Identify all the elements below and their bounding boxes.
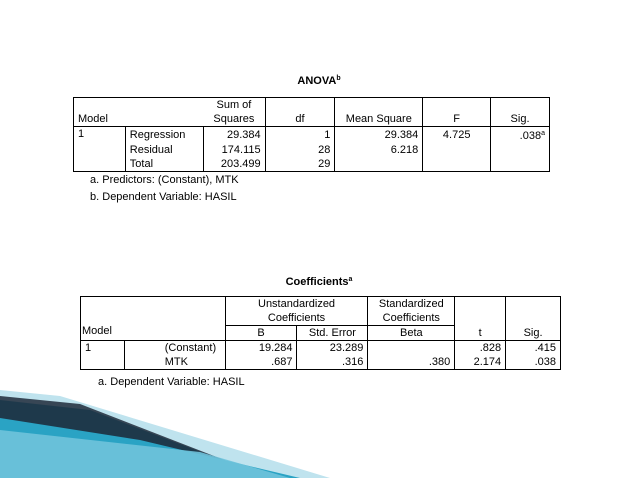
cell-f [423, 157, 491, 172]
cell-df: 1 [265, 127, 335, 144]
table-row [81, 355, 561, 370]
cell-ms: 6.218 [335, 143, 423, 157]
cell-ms: 29.384 [335, 127, 423, 144]
table-row [74, 157, 550, 172]
cell-std-error: .316 [297, 355, 368, 370]
row-label: Regression [125, 127, 203, 144]
ribbon-teal-overlay [0, 418, 300, 478]
cell-sig: .038$^a$ [491, 127, 550, 144]
table-row [74, 143, 550, 157]
cell-ss: 174.115 [203, 143, 265, 157]
coefficients-footnote-a: a. Dependent Variable: HASIL [98, 376, 245, 388]
ribbon-pale-edge [0, 430, 290, 478]
anova-header-ms: Mean Square [335, 98, 423, 127]
cell-b: 19.284 [225, 341, 297, 356]
ribbon-light-stripe [0, 390, 330, 478]
cell-f [423, 143, 491, 157]
anova-title: ANOVA$^b$ [297, 75, 341, 87]
anova-header-model: Model [74, 98, 204, 127]
cell-std-error: 23.289 [297, 341, 368, 356]
coef-header-beta: Beta [368, 326, 455, 341]
table-row [74, 127, 550, 144]
anova-header-df: df [265, 98, 335, 127]
ribbon-teal-stripe [0, 400, 270, 478]
coef-header-unstandardized: Unstandardized Coefficients [225, 297, 368, 326]
anova-header-row [74, 98, 550, 127]
cell-beta: .380 [368, 355, 455, 370]
coefficients-header-group-row [81, 297, 561, 326]
cell-t: 2.174 [455, 355, 506, 370]
coef-header-b: B [225, 326, 297, 341]
cell-sig: .415 [506, 341, 561, 356]
coefficients-title: Coefficients$^a$ [285, 276, 353, 288]
cell-f: 4.725 [423, 127, 491, 144]
ribbon-dark-stripe [0, 396, 250, 478]
cell-beta [368, 341, 455, 356]
cell-ms [335, 157, 423, 172]
coef-model-header-label: Model [82, 325, 112, 337]
cell-df: 28 [265, 143, 335, 157]
anova-footnote-a: a. Predictors: (Constant), MTK [90, 174, 239, 186]
anova-footnote-b: b. Dependent Variable: HASIL [90, 191, 237, 203]
cell-df: 29 [265, 157, 335, 172]
cell-sig [491, 143, 550, 157]
row-label: (Constant) [124, 341, 225, 356]
anova-model-number: 1 [74, 127, 126, 172]
row-label: MTK [124, 355, 225, 370]
row-label: Total [125, 157, 203, 172]
table-row [81, 341, 561, 356]
anova-header-sig: Sig. [491, 98, 550, 127]
coef-header-t: t [455, 297, 506, 341]
coef-header-sig: Sig. [506, 297, 561, 341]
coefficients-table [80, 296, 561, 370]
row-label: Residual [125, 143, 203, 157]
anova-header-ss: Sum of Squares [203, 98, 265, 127]
cell-ss: 203.499 [203, 157, 265, 172]
cell-b: .687 [225, 355, 297, 370]
cell-sig: .038 [506, 355, 561, 370]
coef-model-number: 1 [81, 341, 125, 370]
cell-sig [491, 157, 550, 172]
anova-header-f: F [423, 98, 491, 127]
anova-table [73, 97, 550, 172]
cell-t: .828 [455, 341, 506, 356]
coef-header-std-error: Std. Error [297, 326, 368, 341]
cell-ss: 29.384 [203, 127, 265, 144]
coef-header-standardized: Standardized Coefficients [368, 297, 455, 326]
